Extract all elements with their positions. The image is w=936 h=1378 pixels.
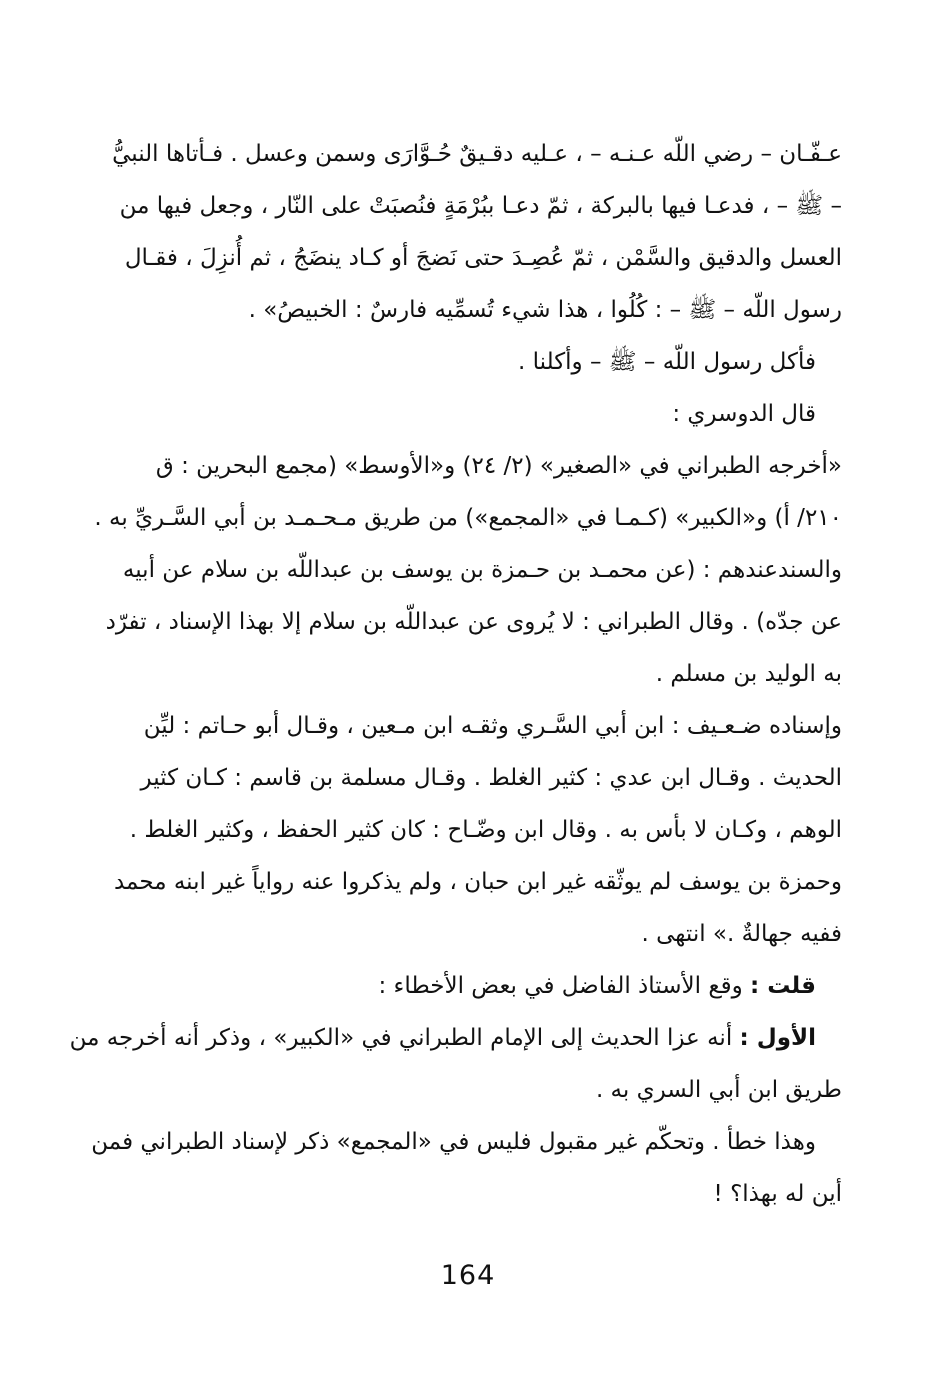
text-line: الوهم ، وكـان لا بأس به . وقال ابن وضّـاح : كان كثير الحفظ ، وكثير الغلط . — [129, 817, 842, 843]
text-line: وحمزة بن يوسف لم يوثّقه غير ابن حبان ، ولم يذكروا عنه رواياً غير ابنه محمد — [113, 869, 842, 895]
text-line: أين له بهذا؟ ! — [713, 1181, 842, 1207]
text-line: – ﷺ – ، فدعـا فيها بالبركة ، ثمّ دعـا ببُرْمَةٍ فنُصبَتْ على النّار ، وجعل فيها من — [119, 193, 842, 219]
text-fragment: أنه عزا الحديث إلى الإمام الطبراني في «الكبير» ، وذكر أنه أخرجه من — [69, 1025, 733, 1051]
text-line: طريق ابن أبي السري به . — [595, 1077, 842, 1103]
text-line — [66, 1012, 842, 1064]
text-fragment: وقع الأستاذ الفاضل في بعض الأخطاء : — [378, 973, 743, 999]
text-line: عـفّـان – رضي اللّه عـنـه – ، عـليه دقـيقٌ حُـوَّارَى وسمن وعسل . فـأتاها النبيُّ — [112, 141, 842, 167]
text-line: به الوليد بن مسلم . — [655, 661, 842, 687]
text-line: «أخرجه الطبراني في «الصغير» (٢/ ٢٤) و«الأوسط» (مجمع البحرين : ق — [155, 453, 842, 479]
lead-word-al-awwal: الأول : — [739, 1025, 816, 1051]
text-line: ٢١٠/ أ) و«الكبير» (كـمـا في «المجمع») من طريق مـحـمـد بن أبي السَّـريِّ به . — [94, 505, 842, 531]
text-line: فأكل رسول اللّه – ﷺ – وأكلنا . — [518, 349, 816, 375]
text-line: عن جدّه) . وقال الطبراني : لا يُروى عن عبداللّه بن سلام إلا بهذا الإسناد ، تفرّد — [105, 609, 842, 635]
text-line: الحديث . وقـال ابن عدي : كثير الغلط . وقـال مسلمة بن قاسم : كـان كثير — [140, 765, 842, 791]
page-number: 164 — [440, 1260, 496, 1291]
lead-word-qultu: قلت : — [749, 973, 816, 999]
text-line: وهذا خطأ . وتحكّم غير مقبول فليس في «المجمع» ذكر لإسناد الطبراني فمن — [91, 1129, 816, 1155]
text-line: ففيه جهالةٌ .» انتهى . — [641, 921, 842, 947]
page-body-text — [66, 128, 842, 1220]
text-line: والسندعندهم : (عن محمـد بن حـمزة بن يوسف بن عبداللّه بن سلام عن أبيه — [122, 557, 842, 583]
text-line: وإسناده ضـعـيف : ابن أبي السَّـري وثقـه ابن مـعين ، وقـال أبو حـاتم : ليِّن — [143, 713, 842, 739]
text-line: العسل والدقيق والسَّمْن ، ثمّ عُصِـدَ حتى نَضجَ أو كـاد ينضَجُ ، ثم أُنزِلَ ، فقـال — [124, 245, 842, 271]
text-line — [66, 960, 842, 1012]
text-line: قال الدوسري : — [672, 401, 816, 427]
text-line: رسول اللّه – ﷺ – : كُلُوا ، هذا شيء تُسمِّيه فارسٌ : الخبيصُ» . — [248, 297, 842, 323]
